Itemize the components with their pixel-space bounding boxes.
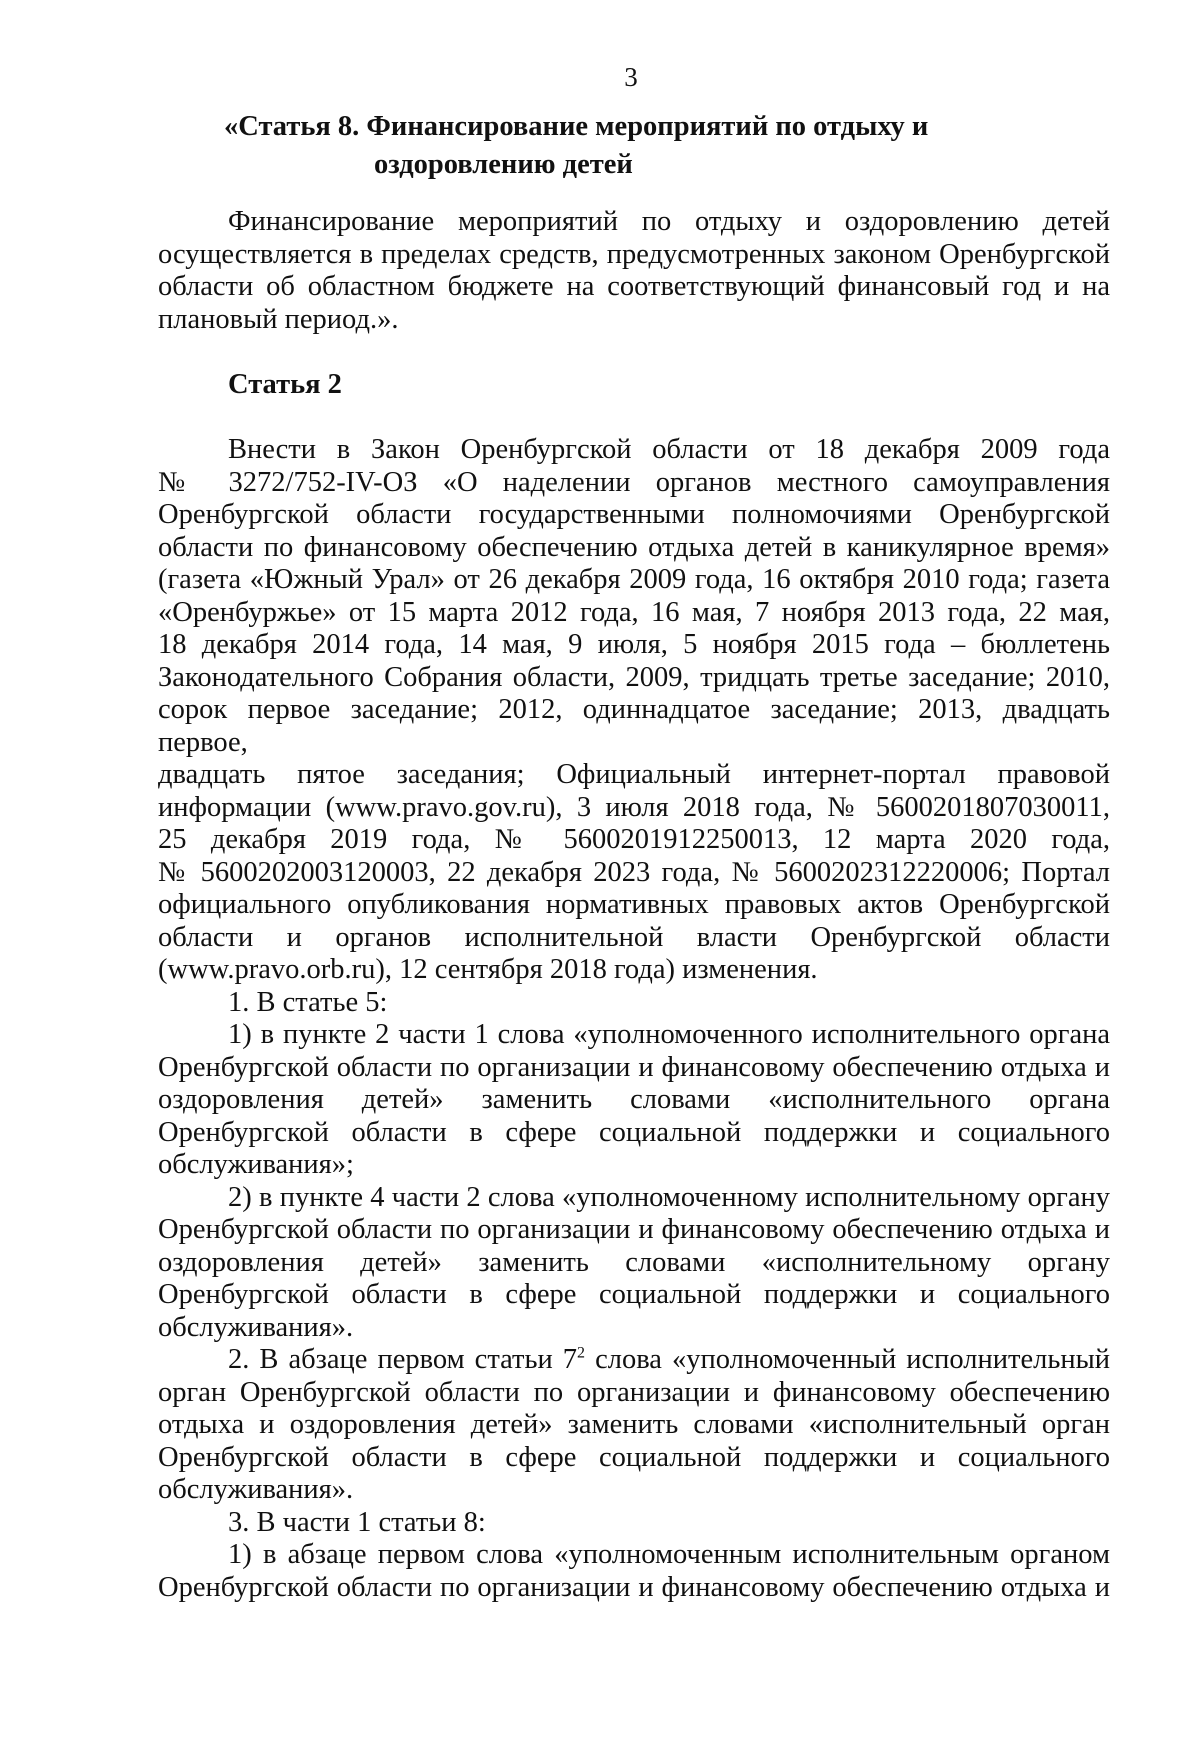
text-line: Оренбургской области по организации и финансовому обеспечению отдыха и <box>158 1571 1110 1603</box>
text-line: официального опубликования нормативных правовых актов Оренбургской <box>158 889 1110 920</box>
text-line: 18 декабря 2014 года, 14 мая, 9 июля, 5 ноября 2015 года – бюллетень <box>158 629 1110 660</box>
text-line: Оренбургской области по организации и финансовому обеспечению отдыха и <box>158 1051 1110 1083</box>
item-1-heading: 1. В статье 5: <box>228 986 388 1018</box>
article-8-title <box>224 108 928 184</box>
text-line: оздоровления детей» заменить словами «исполнительному органу <box>158 1246 1110 1278</box>
text-line: орган Оренбургской области по организации и финансовому обеспечению <box>158 1376 1110 1408</box>
text-line: области об областном бюджете на соответствующий финансовый год и на <box>158 271 1110 302</box>
text-line: сорок первое заседание; 2012, одиннадцатое заседание; 2013, двадцать первое, <box>158 694 1110 758</box>
text-line: 1) в абзаце первом слова «уполномоченным исполнительным органом <box>228 1539 1110 1570</box>
article-2-heading: Статья 2 <box>228 369 342 400</box>
text-line: № 5600202003120003, 22 декабря 2023 года, № 5600202312220006; Портал <box>158 856 1110 888</box>
text-line: Оренбургской области государственными полномочиями Оренбургской <box>158 499 1110 530</box>
item-2-text-pre: 2. В абзаце первом статьи 7 <box>228 1344 578 1375</box>
text-line: Оренбургской области по организации и финансовому обеспечению отдыха и <box>158 1214 1110 1245</box>
text-line: 1) в пункте 2 части 1 слова «уполномоченного исполнительного органа <box>228 1019 1110 1050</box>
text-line: Финансирование мероприятий по отдыху и оздоровлению детей <box>228 206 1110 237</box>
item-3-heading: 3. В части 1 статьи 8: <box>228 1506 486 1538</box>
text-line: обслуживания». <box>158 1311 354 1343</box>
text-line: Оренбургской области в сфере социальной поддержки и социального <box>158 1116 1110 1148</box>
text-line: (газета «Южный Урал» от 26 декабря 2009 года, 16 октября 2010 года; газета <box>158 564 1110 595</box>
item-2-text-post: слова «уполномоченный исполнительный <box>585 1344 1111 1375</box>
text-line: Законодательного Собрания области, 2009, тридцать третье заседание; 2010, <box>158 661 1110 693</box>
text-line: 25 декабря 2019 года, № 5600201912250013, 12 марта 2020 года, <box>158 824 1110 855</box>
page-number: 3 <box>624 62 638 92</box>
text-line: области и органов исполнительной власти Оренбургской области <box>158 921 1110 953</box>
article-8-title-line: «Статья 8. Финансирование мероприятий по отдыху и <box>224 111 929 142</box>
text-line: «Оренбуржье» от 15 марта 2012 года, 16 мая, 7 ноября 2013 года, 22 мая, <box>158 596 1110 628</box>
item-2-first-line <box>158 1344 1110 1377</box>
text-line: Оренбургской области в сфере социальной поддержки и социального <box>158 1441 1110 1473</box>
text-line: осуществляется в пределах средств, предусмотренных законом Оренбургской <box>158 238 1110 270</box>
text-line: обслуживания». <box>158 1474 354 1505</box>
text-line: 2) в пункте 4 части 2 слова «уполномоченному исполнительному органу <box>228 1181 1110 1213</box>
text-line: оздоровления детей» заменить словами «исполнительного органа <box>158 1084 1110 1115</box>
text-line: отдыха и оздоровления детей» заменить словами «исполнительный орган <box>158 1409 1110 1440</box>
text-line: области по финансовому обеспечению отдыха детей в каникулярное время» <box>158 531 1110 563</box>
article-2-body <box>158 434 1110 1604</box>
article-8-title-line: оздоровлению детей <box>374 149 633 180</box>
text-line: (www.pravo.orb.ru), 12 сентября 2018 года) изменения. <box>158 954 818 985</box>
text-line: плановый период.». <box>158 303 399 335</box>
text-line: информации (www.pravo.gov.ru), 3 июля 2018 года, № 5600201807030011, <box>158 791 1110 823</box>
text-line: № 3272/752-IV-ОЗ «О наделении органов местного самоуправления <box>158 466 1110 498</box>
text-line: Оренбургской области в сфере социальной поддержки и социального <box>158 1279 1110 1310</box>
article-8-body <box>158 206 1110 336</box>
text-line: Внести в Закон Оренбургской области от 18 декабря 2009 года <box>228 434 1110 465</box>
superscript: 2 <box>577 1344 586 1362</box>
text-line: двадцать пятое заседания; Официальный интернет-портал правовой <box>158 759 1110 790</box>
text-line: обслуживания»; <box>158 1149 354 1180</box>
